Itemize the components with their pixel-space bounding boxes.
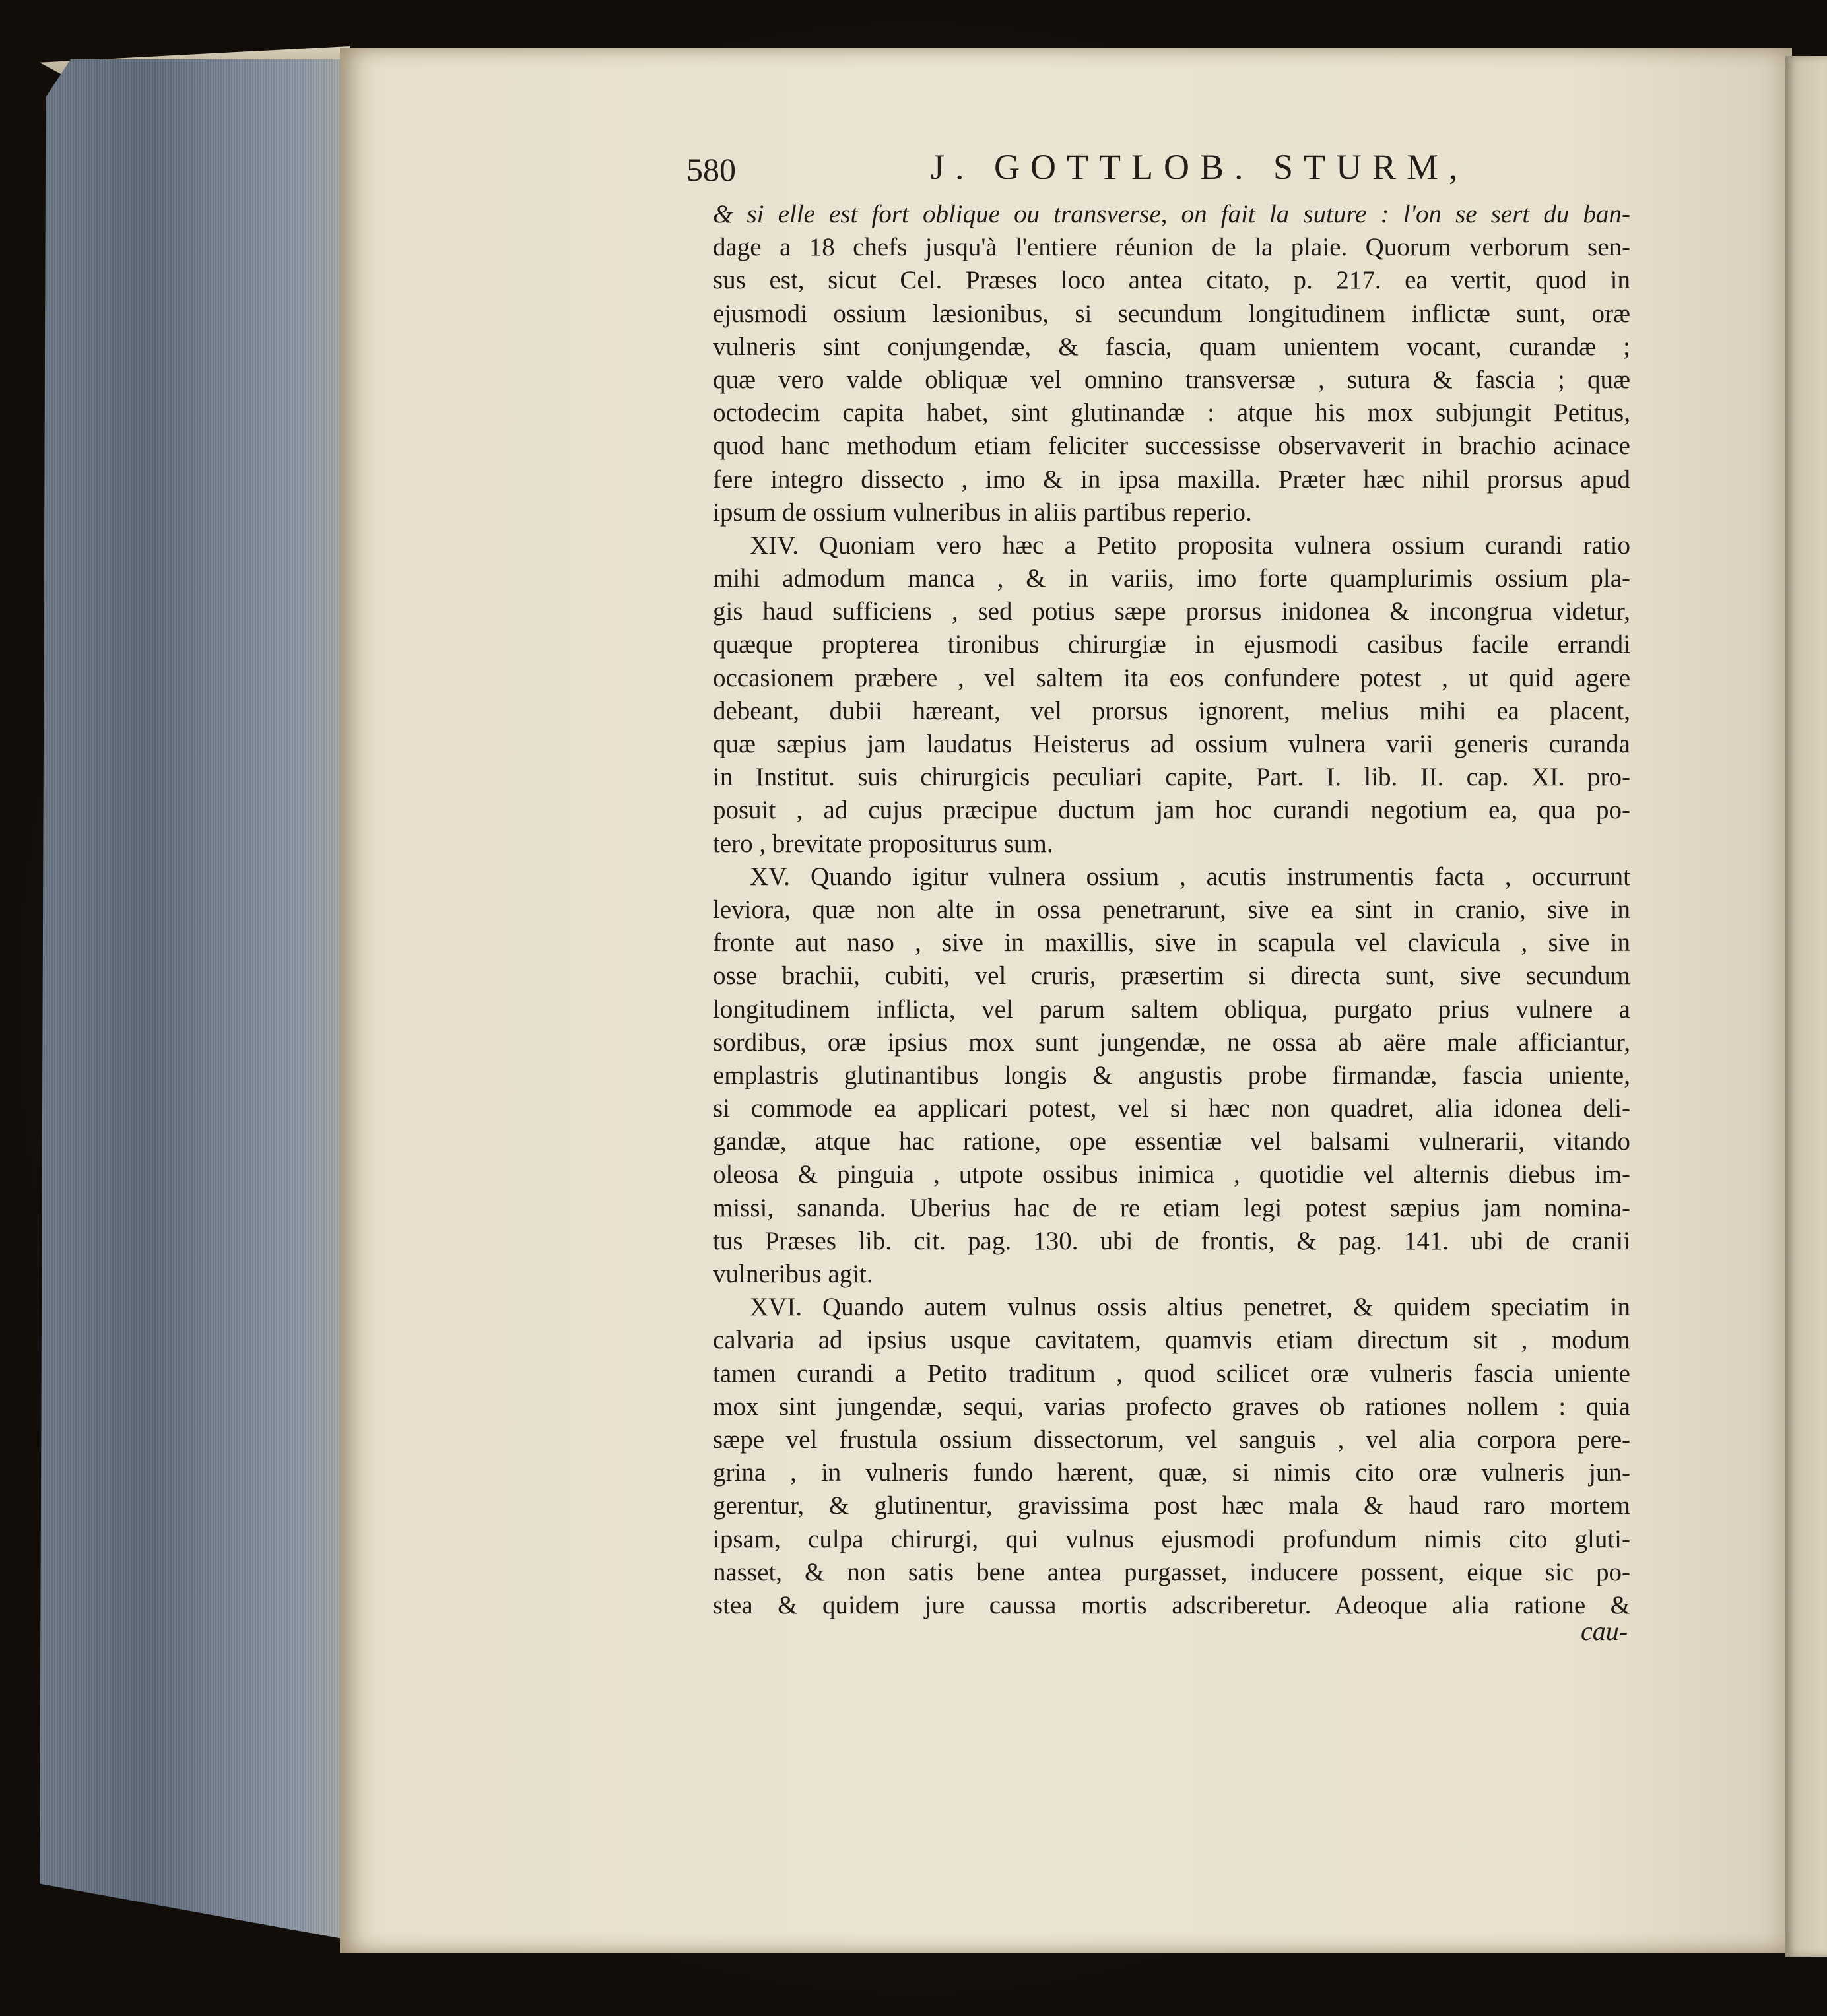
text-line: ipsam, culpa chirurgi, qui vulnus ejusmodi profundum nimis cito gluti- [713,1524,1630,1553]
text-line: missi, sananda. Uberius hac de re etiam legi potest sæpius jam nomina- [713,1193,1630,1222]
text-line: ejusmodi ossium læsionibus, si secundum longitudinem inflictæ sunt, oræ [713,299,1630,328]
text-line: vulneris sint conjungendæ, & fascia, quam unientem vocant, curandæ ; [713,332,1630,361]
text-line: octodecim capita habet, sint glutinandæ : atque his mox subjungit Petitus, [713,399,1630,428]
next-leaf-edge [1785,56,1827,1957]
text-line: quæque propterea tironibus chirurgiæ in ejusmodi casibus facile errandi [713,630,1630,659]
text-line: longitudinem inflicta, vel parum saltem obliqua, purgato prius vulnere a [713,994,1630,1024]
text-line: XVI. Quando autem vulnus ossis altius penetret, & quidem speciatim in [750,1293,1630,1322]
text-line: debeant, dubii hæreant, vel prorsus ignorent, melius mihi ea placent, [713,696,1630,725]
text-line: calvaria ad ipsius usque cavitatem, quamvis etiam directum sit , modum [713,1326,1630,1355]
text-line: gerentur, & glutinentur, gravissima post hæc mala & haud raro mortem [713,1491,1630,1520]
page-number: 580 [686,151,736,188]
text-line: si commode ea applicari potest, vel si hæc non quadret, alia idonea deli- [713,1094,1630,1123]
text-line: vulneribus agit. [713,1260,873,1288]
text-line: sæpe vel frustula ossium dissectorum, vel sanguis , vel alia corpora pere- [713,1425,1630,1454]
text-line: occasionem præbere , vel saltem ita eos confundere potest , ut quid agere [713,663,1630,692]
body-text [713,198,1630,1622]
text-line: in Institut. suis chirurgicis peculiari capite, Part. I. lib. II. cap. XI. pro- [713,763,1630,792]
text-line: sordibus, oræ ipsius mox sunt jungendæ, ne ossa ab aëre male afficiantur, [713,1027,1630,1057]
text-line: & si elle est fort oblique ou transverse, on fait la suture : l'on se sert du ban- [713,200,1630,228]
text-line: tus Præses lib. cit. pag. 130. ubi de frontis, & pag. 141. ubi de cranii [713,1226,1630,1255]
text-line: mihi admodum manca , & in variis, imo forte quamplurimis ossium pla- [713,564,1630,593]
text-line: quod hanc methodum etiam feliciter successisse observaverit in brachio acinace [713,432,1630,461]
text-line: tero , brevitate propositurus sum. [713,829,1053,858]
text-line: stea & quidem jure caussa mortis adscriberetur. Adeoque alia ratione & [713,1590,1630,1619]
catchword: cau- [1581,1616,1628,1646]
text-line: XV. Quando igitur vulnera ossium , acutis instrumentis facta , occurrunt [750,862,1630,891]
text-line: nasset, & non satis bene antea purgasset, inducere possent, eique sic po- [713,1557,1630,1586]
text-line: tamen curandi a Petito traditum , quod scilicet oræ vulneris fascia uniente [713,1359,1630,1388]
text-line: quæ vero valde obliquæ vel omnino transversæ , sutura & fascia ; quæ [713,365,1630,394]
text-line: quæ sæpius jam laudatus Heisterus ad ossium vulnera varii generis curanda [713,730,1630,758]
text-line: mox sint jungendæ, sequi, varias profecto graves ob rationes nollem : quia [713,1392,1630,1421]
text-line: emplastris glutinantibus longis & angustis probe firmandæ, fascia uniente, [713,1060,1630,1089]
text-line: fronte aut naso , sive in maxillis, sive in scapula vel clavicula , sive in [713,928,1630,958]
book-fore-edge [40,59,350,1940]
text-line: ipsum de ossium vulneribus in aliis partibus reperio. [713,498,1252,527]
text-line: sus est, sicut Cel. Præses loco antea citato, p. 217. ea vertit, quod in [713,266,1630,295]
text-line: osse brachii, cubiti, vel cruris, præsertim si directa sunt, sive secundum [713,961,1630,991]
text-line: grina , in vulneris fundo hærent, quæ, si nimis cito oræ vulneris jun- [713,1458,1630,1487]
text-line: oleosa & pinguia , utpote ossibus inimica , quotidie vel alternis diebus im- [713,1160,1630,1189]
running-head: J. GOTTLOB. STURM, [931,147,1469,187]
text-line: posuit , ad cujus præcipue ductum jam hoc curandi negotium ea, qua po- [713,796,1630,825]
text-line: gis haud sufficiens , sed potius sæpe prorsus inidonea & incongrua videtur, [713,597,1630,626]
text-line: XIV. Quoniam vero hæc a Petito proposita vulnera ossium curandi ratio [750,531,1630,560]
text-line: leviora, quæ non alte in ossa penetrarunt, sive ea sint in cranio, sive in [713,895,1630,924]
text-line: fere integro dissecto , imo & in ipsa maxilla. Præter hæc nihil prorsus apud [713,465,1630,494]
text-line: dage a 18 chefs jusqu'à l'entiere réunion de la plaie. Quorum verborum sen- [713,233,1630,262]
text-line: gandæ, atque hac ratione, ope essentiæ vel balsami vulnerarii, vitando [713,1127,1630,1156]
